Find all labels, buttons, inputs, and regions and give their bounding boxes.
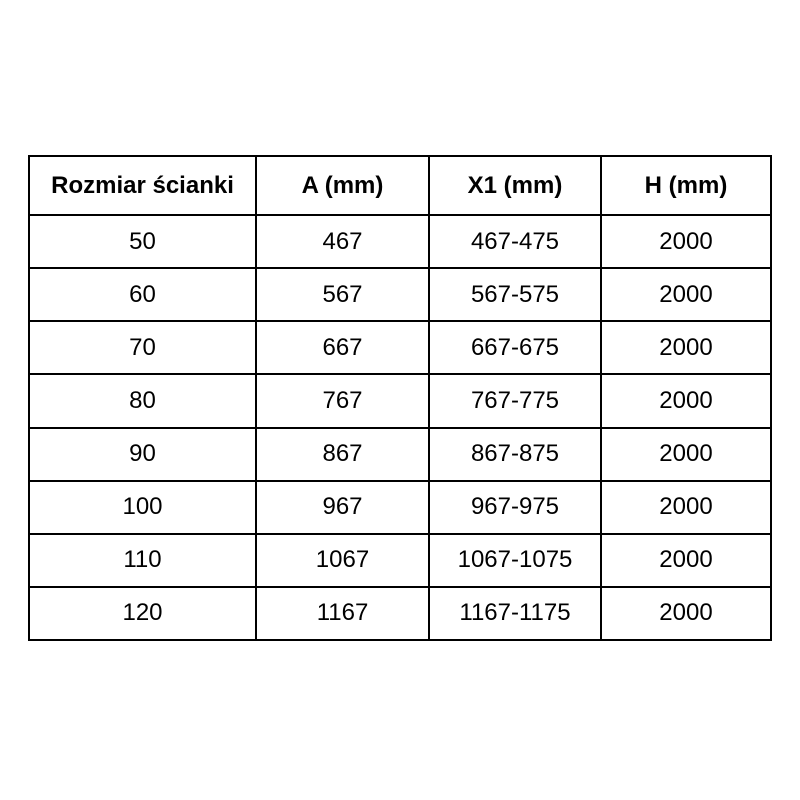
table-row [29,321,771,374]
cell-size: 120 [29,587,256,640]
cell-x1: 1167-1175 [429,587,601,640]
cell-h: 2000 [601,321,771,374]
cell-x1: 967-975 [429,481,601,534]
table-row [29,428,771,481]
cell-a: 1167 [256,587,429,640]
cell-a: 667 [256,321,429,374]
cell-a: 1067 [256,534,429,587]
column-header-a-mm: A (mm) [256,156,429,215]
cell-h: 2000 [601,268,771,321]
cell-h: 2000 [601,428,771,481]
table-row [29,534,771,587]
cell-x1: 667-675 [429,321,601,374]
cell-x1: 767-775 [429,374,601,427]
cell-a: 967 [256,481,429,534]
column-header-x1-mm: X1 (mm) [429,156,601,215]
cell-size: 80 [29,374,256,427]
cell-x1: 1067-1075 [429,534,601,587]
cell-x1: 467-475 [429,215,601,268]
column-header-rozmiar-scianki: Rozmiar ścianki [29,156,256,215]
cell-h: 2000 [601,374,771,427]
cell-size: 100 [29,481,256,534]
cell-x1: 867-875 [429,428,601,481]
cell-h: 2000 [601,481,771,534]
cell-size: 110 [29,534,256,587]
cell-x1: 567-575 [429,268,601,321]
table-header [29,156,771,215]
table-row [29,374,771,427]
cell-size: 60 [29,268,256,321]
cell-a: 467 [256,215,429,268]
wall-size-spec-table [28,155,772,641]
cell-size: 90 [29,428,256,481]
cell-a: 567 [256,268,429,321]
column-header-h-mm: H (mm) [601,156,771,215]
table-body [29,215,771,640]
cell-size: 50 [29,215,256,268]
cell-a: 867 [256,428,429,481]
table-row [29,481,771,534]
table-row [29,268,771,321]
table-row [29,215,771,268]
cell-a: 767 [256,374,429,427]
table-row [29,587,771,640]
cell-h: 2000 [601,587,771,640]
cell-h: 2000 [601,215,771,268]
cell-size: 70 [29,321,256,374]
cell-h: 2000 [601,534,771,587]
header-row [29,156,771,215]
